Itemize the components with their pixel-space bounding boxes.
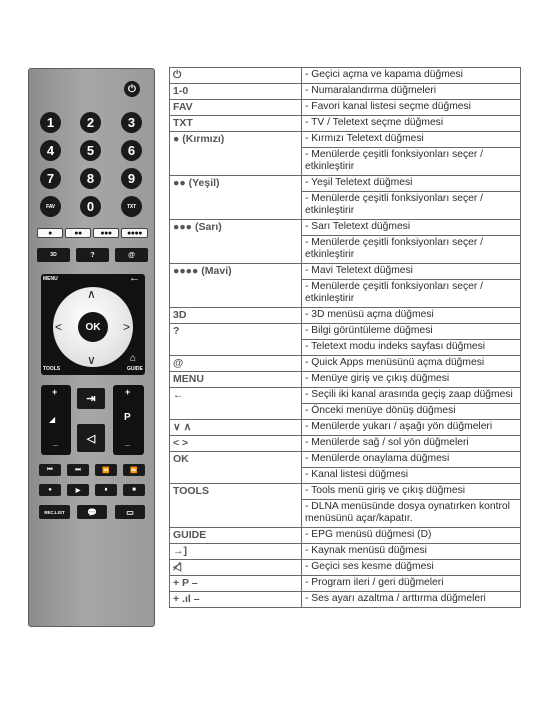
- table-row: [170, 84, 521, 100]
- table-row: [170, 560, 521, 576]
- program-plus-label: +: [125, 387, 131, 397]
- button-description-table: [169, 67, 521, 608]
- chevron-left-icon[interactable]: <: [55, 320, 63, 334]
- table-row: [170, 356, 521, 372]
- table-row: [170, 176, 521, 192]
- subtitle-button[interactable]: ▭: [115, 505, 145, 519]
- button-description-cell: - Program ileri / geri düğmeleri: [302, 576, 521, 592]
- volume-plus-label: +: [52, 387, 58, 397]
- chevron-up-icon[interactable]: ∧: [87, 287, 96, 301]
- button-description-cell: - Kanal listesi düğmesi: [302, 468, 521, 484]
- tools-label[interactable]: TOOLS: [43, 366, 61, 372]
- mute-button[interactable]: ◁: [77, 424, 105, 452]
- red-button[interactable]: ●: [37, 228, 63, 238]
- number-9-button[interactable]: 9: [121, 168, 142, 189]
- button-symbol-cell: ●●●● (Mavi): [170, 264, 302, 308]
- table-row: [170, 324, 521, 340]
- table-row: [170, 592, 521, 608]
- button-symbol-cell: ●● (Yeşil): [170, 176, 302, 220]
- button-description-cell: - Mavi Teletext düğmesi: [302, 264, 521, 280]
- volume-level-icon: ◢: [49, 415, 56, 424]
- number-1-button[interactable]: 1: [40, 112, 61, 133]
- button-symbol-cell: TOOLS: [170, 484, 302, 528]
- button-description-cell: - Yeşil Teletext düğmesi: [302, 176, 521, 192]
- button-symbol-cell: ⏻: [170, 68, 302, 84]
- info-button[interactable]: ?: [76, 248, 109, 262]
- table-row: [170, 388, 521, 404]
- button-symbol-cell: @: [170, 356, 302, 372]
- button-description-cell: - 3D menüsü açma düğmesi: [302, 308, 521, 324]
- button-symbol-cell: ◁̸: [170, 560, 302, 576]
- txt-button[interactable]: TXT: [121, 196, 142, 217]
- program-rocker[interactable]: [113, 385, 144, 455]
- table-row: [170, 68, 521, 84]
- fav-button[interactable]: FAV: [40, 196, 61, 217]
- button-description-cell: - Geçici açma ve kapama düğmesi: [302, 68, 521, 84]
- rewind-button[interactable]: ⏪: [95, 464, 117, 476]
- button-description-cell: - Menülerde yukarı / aşağı yön düğmeleri: [302, 420, 521, 436]
- button-description-cell: - Seçili iki kanal arasında geçiş zaap düğmesi: [302, 388, 521, 404]
- button-description-cell: - DLNA menüsünde dosya oynatırken kontrol menüsünü açar/kapatır.: [302, 500, 521, 528]
- table-row: [170, 264, 521, 280]
- button-symbol-cell: 1-0: [170, 84, 302, 100]
- button-description-cell: - Geçici ses kesme düğmesi: [302, 560, 521, 576]
- button-description-cell: - Menülerde sağ / sol yön düğmeleri: [302, 436, 521, 452]
- button-description-cell: - Önceki menüye dönüş düğmesi: [302, 404, 521, 420]
- quick-apps-button[interactable]: @: [115, 248, 148, 262]
- button-description-cell: - Menülerde çeşitli fonksiyonları seçer / etkinleştirir: [302, 192, 521, 220]
- button-description-cell: - Teletext modu indeks sayfası düğmesi: [302, 340, 521, 356]
- number-4-button[interactable]: 4: [40, 140, 61, 161]
- table-row: [170, 436, 521, 452]
- volume-rocker[interactable]: [41, 385, 71, 455]
- number-5-button[interactable]: 5: [80, 140, 101, 161]
- number-3-button[interactable]: 3: [121, 112, 142, 133]
- table-row: [170, 220, 521, 236]
- yellow-button[interactable]: ●●●: [93, 228, 119, 238]
- table-row: [170, 100, 521, 116]
- blue-button[interactable]: ●●●●: [121, 228, 148, 238]
- program-minus-label: _: [125, 437, 131, 447]
- table-row: [170, 308, 521, 324]
- record-button[interactable]: ●: [39, 484, 61, 496]
- skip-back-button[interactable]: ⏮: [39, 464, 61, 476]
- table-row: [170, 420, 521, 436]
- chevron-right-icon[interactable]: >: [123, 320, 131, 334]
- button-symbol-cell: TXT: [170, 116, 302, 132]
- number-2-button[interactable]: 2: [80, 112, 101, 133]
- button-symbol-cell: GUIDE: [170, 528, 302, 544]
- table-row: [170, 452, 521, 468]
- button-description-cell: - EPG menüsü düğmesi (D): [302, 528, 521, 544]
- button-description-cell: - TV / Teletext seçme düğmesi: [302, 116, 521, 132]
- button-symbol-cell: →]: [170, 544, 302, 560]
- button-symbol-cell: + .ıl –: [170, 592, 302, 608]
- stop-button[interactable]: ■: [123, 484, 145, 496]
- button-description-cell: - Menülerde çeşitli fonksiyonları seçer / etkinleştirir: [302, 280, 521, 308]
- button-symbol-cell: + P –: [170, 576, 302, 592]
- rec-list-button[interactable]: REC.LIST: [39, 505, 70, 519]
- number-0-button[interactable]: 0: [80, 196, 101, 217]
- ok-button[interactable]: OK: [78, 312, 108, 342]
- table-row: [170, 372, 521, 388]
- button-symbol-cell: ●●● (Sarı): [170, 220, 302, 264]
- button-description-cell: - Menülerde çeşitli fonksiyonları seçer / etkinleştirir: [302, 236, 521, 264]
- chevron-down-icon[interactable]: ∨: [87, 353, 96, 367]
- fast-forward-button[interactable]: ⏩: [123, 464, 145, 476]
- number-6-button[interactable]: 6: [121, 140, 142, 161]
- button-description-cell: - Kırmızı Teletext düğmesi: [302, 132, 521, 148]
- table-row: [170, 528, 521, 544]
- button-description-cell: - Numaralandırma düğmeleri: [302, 84, 521, 100]
- button-symbol-cell: < >: [170, 436, 302, 452]
- chat-button[interactable]: 💬: [77, 505, 107, 519]
- volume-minus-label: _: [53, 437, 59, 447]
- button-description-cell: - Tools menü giriş ve çıkış düğmesi: [302, 484, 521, 500]
- button-symbol-cell: ∨ ∧: [170, 420, 302, 436]
- green-button[interactable]: ●●: [65, 228, 91, 238]
- button-symbol-cell: FAV: [170, 100, 302, 116]
- button-symbol-cell: OK: [170, 452, 302, 484]
- button-description-cell: - Kaynak menüsü düğmesi: [302, 544, 521, 560]
- table-row: [170, 544, 521, 560]
- menu-label[interactable]: MENU: [43, 276, 58, 282]
- source-input-button[interactable]: ⇥: [77, 388, 105, 409]
- power-button[interactable]: ⏻: [124, 81, 140, 97]
- button-description-cell: - Menülerde çeşitli fonksiyonları seçer / etkinleştirir: [302, 148, 521, 176]
- button-description-cell: - Bilgi görüntüleme düğmesi: [302, 324, 521, 340]
- button-symbol-cell: ?: [170, 324, 302, 356]
- button-symbol-cell: ● (Kırmızı): [170, 132, 302, 176]
- home-icon[interactable]: ⌂: [130, 353, 137, 364]
- button-description-cell: - Menüye giriş ve çıkış düğmesi: [302, 372, 521, 388]
- table-row: [170, 576, 521, 592]
- button-symbol-cell: ←: [170, 388, 302, 420]
- table-row: [170, 484, 521, 500]
- button-symbol-cell: 3D: [170, 308, 302, 324]
- number-8-button[interactable]: 8: [80, 168, 101, 189]
- button-description-cell: - Sarı Teletext düğmesi: [302, 220, 521, 236]
- pause-button[interactable]: ⏸: [95, 484, 117, 496]
- button-description-cell: - Favori kanal listesi seçme düğmesi: [302, 100, 521, 116]
- button-description-cell: - Menülerde onaylama düğmesi: [302, 452, 521, 468]
- program-p-label: P: [124, 412, 131, 423]
- 3d-button[interactable]: 3D: [37, 248, 70, 262]
- table-row: [170, 132, 521, 148]
- table-row: [170, 116, 521, 132]
- remote-control: [28, 68, 155, 627]
- button-description-cell: - Ses ayarı azaltma / arttırma düğmeleri: [302, 592, 521, 608]
- back-arrow-icon[interactable]: ←: [129, 272, 140, 284]
- guide-label[interactable]: GUIDE: [127, 366, 143, 372]
- button-symbol-cell: MENU: [170, 372, 302, 388]
- skip-forward-button[interactable]: ⏭: [67, 464, 89, 476]
- number-7-button[interactable]: 7: [40, 168, 61, 189]
- play-button[interactable]: ▶: [67, 484, 89, 496]
- button-description-cell: - Quick Apps menüsünü açma düğmesi: [302, 356, 521, 372]
